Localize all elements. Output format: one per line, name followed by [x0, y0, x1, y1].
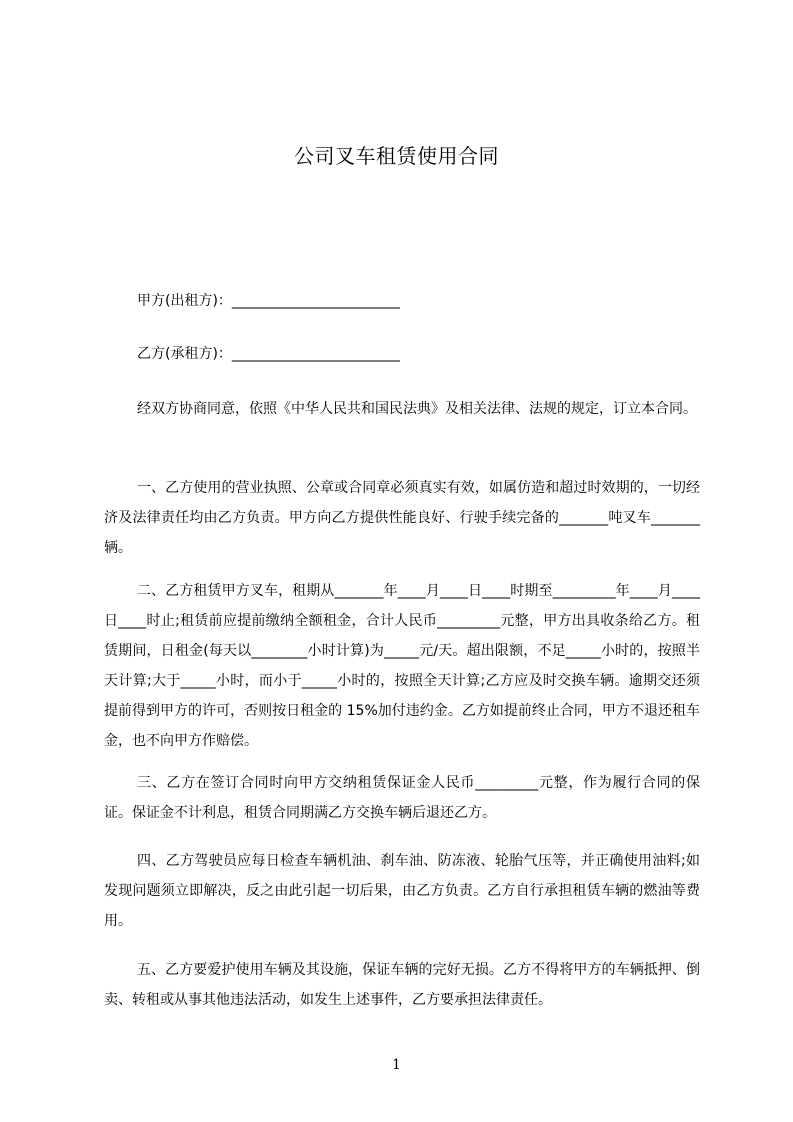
clause-5: 五、乙方要爱护使用车辆及其设施，保证车辆的完好无损。乙方不得将甲方的车辆抵押、倒卖、转租或从事其他违法活动，如发生上述事件，乙方要承担法律责任。: [104, 962, 700, 1008]
party-a-line: 甲方(出租方)：________________________: [137, 293, 400, 309]
clause-1: 一、乙方使用的营业执照、公章或合同章必须真实有效，如属仿造和超过时效期的，一切经济及法律责任均由乙方负责。甲方向乙方提供性能良好、行驶手续完备的_______吨叉车_______辆。: [104, 480, 700, 556]
intro-paragraph: 经双方协商同意，依照《中华人民共和国民法典》及相关法律、法规的规定，订立本合同。: [137, 401, 697, 417]
party-b-line: 乙方(承租方)：________________________: [137, 346, 400, 362]
page-number: 1: [392, 1057, 401, 1073]
clause-3: 三、乙方在签订合同时向甲方交纳租赁保证金人民币_________元整，作为履行合同的保证。保证金不计利息，租赁合同期满乙方交换车辆后退还乙方。: [104, 775, 700, 821]
clause-4: 四、乙方驾驶员应每日检查车辆机油、刹车油、防冻液、轮胎气压等，并正确使用油料;如发现问题须立即解决，反之由此引起一切后果，由乙方负责。乙方自行承担租赁车辆的燃油等费用。: [104, 853, 700, 929]
clause-2: 二、乙方租赁甲方叉车，租期从_______年____月____日____时期至_________年____月____日____时止;租赁前应提前缴纳全额租金，合计人民币_________元整，甲方出具收条给乙方。租赁期间，日租金(每天以________小时计算)为_____元/天。超出限额，不足_____小时的，按照半天计算;大于_____小时，而小于_____小时的，按照全天计算;乙方应及时交换车辆。逾期交还须提前得到甲方的许可，否则按日租金的 15%加付违约金。乙方如提前终止合同，甲方不退还租车金，也不向甲方作赔偿。: [104, 583, 700, 749]
document-title: 公司叉车租赁使用合同: [294, 144, 499, 168]
